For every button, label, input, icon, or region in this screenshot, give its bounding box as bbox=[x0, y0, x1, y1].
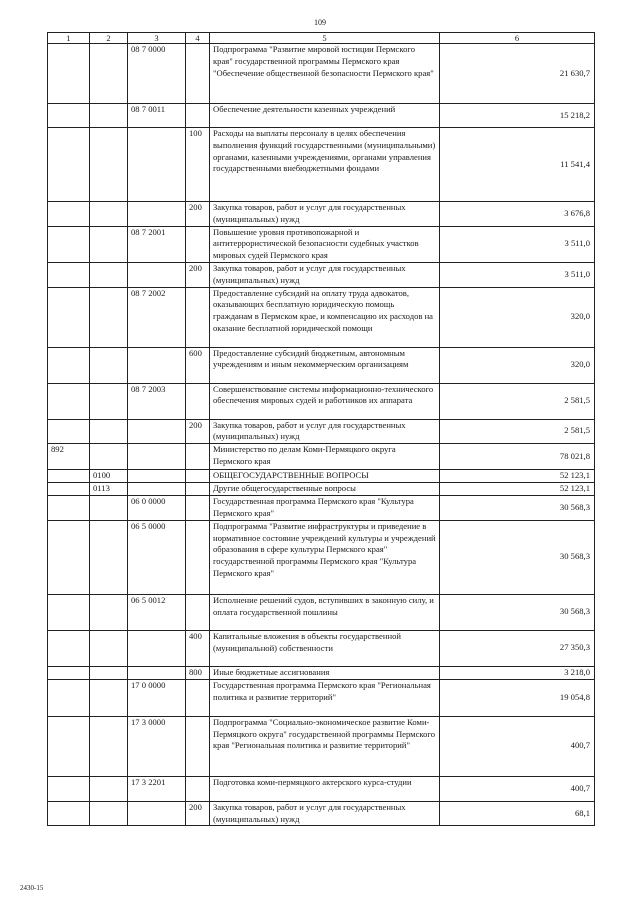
section-code-cell bbox=[90, 287, 128, 347]
expense-type-code-cell bbox=[186, 716, 210, 776]
amount-cell: 3 511,0 bbox=[440, 262, 595, 287]
ministry-code-cell bbox=[48, 716, 90, 776]
section-code-cell bbox=[90, 520, 128, 594]
item-name-cell: Подготовка коми-пермяцкого актерского курса-студии bbox=[210, 776, 440, 801]
amount-cell: 27 350,3 bbox=[440, 630, 595, 666]
target-article-code-cell bbox=[128, 444, 186, 470]
amount-cell: 68,1 bbox=[440, 801, 595, 826]
item-name-cell: Закупка товаров, работ и услуг для государственных (муниципальных) нужд bbox=[210, 419, 440, 444]
amount-cell: 11 541,4 bbox=[440, 128, 595, 202]
section-code-cell bbox=[90, 801, 128, 826]
section-code-cell bbox=[90, 419, 128, 444]
table-row bbox=[48, 104, 595, 128]
item-name-cell: Повышение уровня противопожарной и антитеррористической безопасности судебных участков мировых судей Пермского края bbox=[210, 226, 440, 262]
amount-cell: 3 218,0 bbox=[440, 666, 595, 679]
item-name-cell: ОБЩЕГОСУДАРСТВЕННЫЕ ВОПРОСЫ bbox=[210, 470, 440, 483]
amount-cell: 21 630,7 bbox=[440, 44, 595, 104]
target-article-code-cell bbox=[128, 202, 186, 227]
table-row bbox=[48, 202, 595, 227]
expense-type-code-cell: 400 bbox=[186, 630, 210, 666]
ministry-code-cell bbox=[48, 419, 90, 444]
expense-type-code-cell bbox=[186, 287, 210, 347]
expense-type-code-cell bbox=[186, 520, 210, 594]
item-name-cell: Предоставление субсидий на оплату труда адвокатов, оказывающих бесплатную юридическую помощь гражданам в Пермском крае, и компенсацию их расходов на оказание бесплатной юридической помощи bbox=[210, 287, 440, 347]
table-row bbox=[48, 801, 595, 826]
table-row bbox=[48, 594, 595, 630]
section-code-cell bbox=[90, 226, 128, 262]
target-article-code-cell bbox=[128, 262, 186, 287]
expense-type-code-cell bbox=[186, 470, 210, 483]
target-article-code-cell: 06 0 0000 bbox=[128, 496, 186, 521]
ministry-code-cell bbox=[48, 594, 90, 630]
table-row bbox=[48, 716, 595, 776]
section-code-cell bbox=[90, 44, 128, 104]
target-article-code-cell bbox=[128, 470, 186, 483]
amount-cell: 30 568,3 bbox=[440, 496, 595, 521]
item-name-cell: Обеспечение деятельности казенных учреждений bbox=[210, 104, 440, 128]
table-row bbox=[48, 666, 595, 679]
table-row bbox=[48, 630, 595, 666]
target-article-code-cell bbox=[128, 128, 186, 202]
expense-type-code-cell bbox=[186, 679, 210, 716]
expense-type-code-cell bbox=[186, 496, 210, 521]
column-header: 2 bbox=[90, 33, 128, 44]
target-article-code-cell bbox=[128, 419, 186, 444]
ministry-code-cell bbox=[48, 128, 90, 202]
ministry-code-cell bbox=[48, 104, 90, 128]
table-row bbox=[48, 383, 595, 419]
table-row bbox=[48, 483, 595, 496]
amount-cell: 52 123,1 bbox=[440, 470, 595, 483]
target-article-code-cell bbox=[128, 630, 186, 666]
column-header: 4 bbox=[186, 33, 210, 44]
column-header: 5 bbox=[210, 33, 440, 44]
amount-cell: 400,7 bbox=[440, 716, 595, 776]
amount-cell: 52 123,1 bbox=[440, 483, 595, 496]
column-number-row bbox=[48, 33, 595, 44]
amount-cell: 15 218,2 bbox=[440, 104, 595, 128]
budget-table bbox=[47, 32, 595, 826]
amount-cell: 3 511,0 bbox=[440, 226, 595, 262]
amount-cell: 19 054,8 bbox=[440, 679, 595, 716]
item-name-cell: Совершенствование системы информационно-технического обеспечения мировых судей и работников их аппарата bbox=[210, 383, 440, 419]
target-article-code-cell: 06 5 0000 bbox=[128, 520, 186, 594]
expense-type-code-cell bbox=[186, 594, 210, 630]
item-name-cell: Закупка товаров, работ и услуг для государственных (муниципальных) нужд bbox=[210, 801, 440, 826]
table-row bbox=[48, 444, 595, 470]
ministry-code-cell bbox=[48, 679, 90, 716]
item-name-cell: Министерство по делам Коми-Пермяцкого округа Пермского края bbox=[210, 444, 440, 470]
item-name-cell: Подпрограмма "Развитие инфраструктуры и приведение в нормативное состояние учреждений культуры и учреждений образования в сфере культуры Пермского края" государственной программы Пермского края "Культура Пермского края" bbox=[210, 520, 440, 594]
item-name-cell: Предоставление субсидий бюджетным, автономным учреждениям и иным некоммерческим организациям bbox=[210, 347, 440, 383]
item-name-cell: Государственная программа Пермского края "Региональная политика и развитие территорий" bbox=[210, 679, 440, 716]
expense-type-code-cell bbox=[186, 44, 210, 104]
item-name-cell: Капитальные вложения в объекты государственной (муниципальной) собственности bbox=[210, 630, 440, 666]
section-code-cell bbox=[90, 262, 128, 287]
target-article-code-cell: 08 7 0000 bbox=[128, 44, 186, 104]
section-code-cell bbox=[90, 444, 128, 470]
expense-type-code-cell: 200 bbox=[186, 419, 210, 444]
amount-cell: 30 568,3 bbox=[440, 520, 595, 594]
target-article-code-cell bbox=[128, 666, 186, 679]
ministry-code-cell bbox=[48, 226, 90, 262]
section-code-cell bbox=[90, 202, 128, 227]
expense-type-code-cell bbox=[186, 226, 210, 262]
target-article-code-cell: 08 7 0011 bbox=[128, 104, 186, 128]
expense-type-code-cell: 800 bbox=[186, 666, 210, 679]
target-article-code-cell: 17 0 0000 bbox=[128, 679, 186, 716]
target-article-code-cell: 17 3 2201 bbox=[128, 776, 186, 801]
target-article-code-cell bbox=[128, 801, 186, 826]
amount-cell: 2 581,5 bbox=[440, 383, 595, 419]
amount-cell: 78 021,8 bbox=[440, 444, 595, 470]
ministry-code-cell bbox=[48, 483, 90, 496]
section-code-cell bbox=[90, 347, 128, 383]
column-header: 1 bbox=[48, 33, 90, 44]
item-name-cell: Иные бюджетные ассигнования bbox=[210, 666, 440, 679]
expense-type-code-cell: 600 bbox=[186, 347, 210, 383]
section-code-cell bbox=[90, 679, 128, 716]
section-code-cell bbox=[90, 496, 128, 521]
ministry-code-cell bbox=[48, 347, 90, 383]
table-row bbox=[48, 520, 595, 594]
table-row bbox=[48, 287, 595, 347]
section-code-cell bbox=[90, 630, 128, 666]
item-name-cell: Другие общегосударственные вопросы bbox=[210, 483, 440, 496]
amount-cell: 320,0 bbox=[440, 287, 595, 347]
ministry-code-cell bbox=[48, 44, 90, 104]
ministry-code-cell: 892 bbox=[48, 444, 90, 470]
target-article-code-cell bbox=[128, 483, 186, 496]
expense-type-code-cell bbox=[186, 104, 210, 128]
expense-type-code-cell: 200 bbox=[186, 262, 210, 287]
item-name-cell: Подпрограмма "Социально-экономическое развитие Коми-Пермяцкого округа" государственной программы Пермского края "Региональная политика и развитие территорий" bbox=[210, 716, 440, 776]
section-code-cell: 0100 bbox=[90, 470, 128, 483]
ministry-code-cell bbox=[48, 666, 90, 679]
column-header: 3 bbox=[128, 33, 186, 44]
amount-cell: 400,7 bbox=[440, 776, 595, 801]
amount-cell: 30 568,3 bbox=[440, 594, 595, 630]
amount-cell: 2 581,5 bbox=[440, 419, 595, 444]
expense-type-code-cell bbox=[186, 483, 210, 496]
expense-type-code-cell bbox=[186, 776, 210, 801]
ministry-code-cell bbox=[48, 470, 90, 483]
table-row bbox=[48, 419, 595, 444]
target-article-code-cell bbox=[128, 347, 186, 383]
table-row bbox=[48, 776, 595, 801]
ministry-code-cell bbox=[48, 630, 90, 666]
ministry-code-cell bbox=[48, 287, 90, 347]
amount-cell: 320,0 bbox=[440, 347, 595, 383]
section-code-cell bbox=[90, 716, 128, 776]
section-code-cell bbox=[90, 776, 128, 801]
ministry-code-cell bbox=[48, 383, 90, 419]
section-code-cell: 0113 bbox=[90, 483, 128, 496]
ministry-code-cell bbox=[48, 202, 90, 227]
ministry-code-cell bbox=[48, 520, 90, 594]
item-name-cell: Закупка товаров, работ и услуг для государственных (муниципальных) нужд bbox=[210, 262, 440, 287]
expense-type-code-cell: 100 bbox=[186, 128, 210, 202]
target-article-code-cell: 08 7 2003 bbox=[128, 383, 186, 419]
item-name-cell: Закупка товаров, работ и услуг для государственных (муниципальных) нужд bbox=[210, 202, 440, 227]
item-name-cell: Подпрограмма "Развитие мировой юстиции Пермского края" государственной программы Пермского края "Обеспечение общественной безопасности Пермского края" bbox=[210, 44, 440, 104]
expense-type-code-cell bbox=[186, 383, 210, 419]
item-name-cell: Исполнение решений судов, вступивших в законную силу, и оплата государственной пошлины bbox=[210, 594, 440, 630]
page-number: 109 bbox=[314, 18, 326, 27]
section-code-cell bbox=[90, 128, 128, 202]
section-code-cell bbox=[90, 383, 128, 419]
expense-type-code-cell: 200 bbox=[186, 202, 210, 227]
ministry-code-cell bbox=[48, 801, 90, 826]
item-name-cell: Государственная программа Пермского края "Культура Пермского края" bbox=[210, 496, 440, 521]
table-row bbox=[48, 226, 595, 262]
table-row bbox=[48, 496, 595, 521]
table-row bbox=[48, 128, 595, 202]
ministry-code-cell bbox=[48, 776, 90, 801]
section-code-cell bbox=[90, 666, 128, 679]
table-row bbox=[48, 470, 595, 483]
item-name-cell: Расходы на выплаты персоналу в целях обеспечения выполнения функций государственными (муниципальными) органами, казенными учреждениями, органами управления государственными внебюджетными фондами bbox=[210, 128, 440, 202]
target-article-code-cell: 08 7 2001 bbox=[128, 226, 186, 262]
table-row bbox=[48, 347, 595, 383]
target-article-code-cell: 17 3 0000 bbox=[128, 716, 186, 776]
ministry-code-cell bbox=[48, 496, 90, 521]
table-row bbox=[48, 262, 595, 287]
section-code-cell bbox=[90, 104, 128, 128]
expense-type-code-cell: 200 bbox=[186, 801, 210, 826]
target-article-code-cell: 06 5 0012 bbox=[128, 594, 186, 630]
amount-cell: 3 676,8 bbox=[440, 202, 595, 227]
footer-code: 2430-15 bbox=[20, 884, 44, 892]
section-code-cell bbox=[90, 594, 128, 630]
table-row bbox=[48, 44, 595, 104]
table-row bbox=[48, 679, 595, 716]
expense-type-code-cell bbox=[186, 444, 210, 470]
target-article-code-cell: 08 7 2002 bbox=[128, 287, 186, 347]
ministry-code-cell bbox=[48, 262, 90, 287]
column-header: 6 bbox=[440, 33, 595, 44]
